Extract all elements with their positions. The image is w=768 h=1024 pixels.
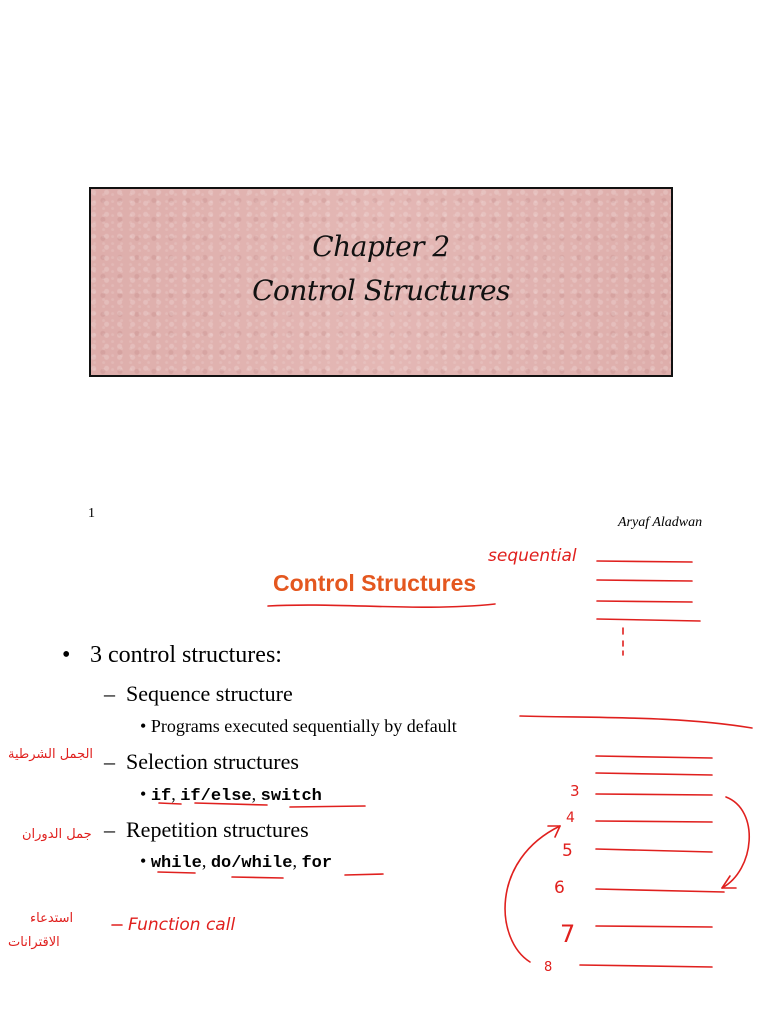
loop-arrow [505, 826, 560, 962]
dash: – [104, 749, 115, 774]
bullet-dot: • [140, 784, 151, 804]
code-if-else: if/else [180, 787, 252, 806]
main-bullet-text: 3 control structures: [90, 642, 282, 668]
dash: – [104, 681, 115, 706]
ink-line [596, 773, 712, 775]
jump-arrow [722, 797, 749, 888]
code-underline [159, 803, 181, 804]
ink-line [597, 561, 692, 562]
arabic-function-note-2: الاقترانات [8, 935, 60, 950]
code-underline [345, 874, 383, 875]
chapter-subtitle: Control Structures [252, 274, 510, 307]
page-number: 1 [88, 506, 95, 521]
bullet-dot: • [140, 716, 151, 736]
bullet-dot: • [140, 851, 151, 871]
code-for: for [301, 854, 333, 873]
slide-title: Control Structures [273, 570, 477, 596]
sequence-detail: Programs executed sequentially by default [150, 716, 457, 736]
step-number: 4 [566, 810, 575, 826]
repetition-codes: • while, do/while, for [140, 851, 333, 873]
step-number: 7 [560, 920, 576, 948]
code-do-while: do/while [210, 854, 293, 873]
step-number: 3 [570, 782, 580, 800]
sequential-note: sequential [488, 546, 577, 566]
step-number: 6 [554, 878, 565, 898]
ink-line [597, 619, 700, 621]
code-while: while [150, 854, 202, 873]
step-number: 5 [562, 841, 573, 861]
ink-line [596, 889, 724, 892]
ink-line [596, 794, 712, 795]
chapter-title: Chapter 2 [312, 230, 450, 263]
ink-line [596, 756, 712, 758]
ink-line [596, 821, 712, 822]
author-name: Aryaf Aladwan [618, 515, 703, 530]
ink-line [596, 849, 712, 852]
sequence-label: Sequence structure [126, 681, 293, 706]
step-number: 8 [544, 960, 553, 975]
dash: – [104, 817, 115, 842]
function-call-note: Function call [128, 915, 236, 935]
repetition-label: Repetition structures [126, 817, 309, 842]
ink-line [597, 601, 692, 602]
code-underline [232, 877, 283, 878]
selection-codes: • if, if/else, switch [140, 784, 322, 806]
code-underline [290, 806, 365, 807]
code-if: if [150, 787, 172, 806]
arabic-selection-note: الجمل الشرطية [8, 747, 94, 762]
ink-line [520, 716, 752, 728]
selection-label: Selection structures [126, 749, 299, 774]
code-underline [158, 872, 195, 873]
arabic-repetition-note: جمل الدوران [22, 827, 92, 842]
arabic-function-note: استدعاء [30, 911, 74, 926]
bullet-dot: • [62, 642, 71, 668]
title-underline [268, 604, 495, 607]
ink-line [580, 965, 712, 967]
ink-line [596, 926, 712, 927]
ink-line [597, 580, 692, 581]
code-switch: switch [260, 787, 322, 806]
code-underline [195, 803, 267, 805]
